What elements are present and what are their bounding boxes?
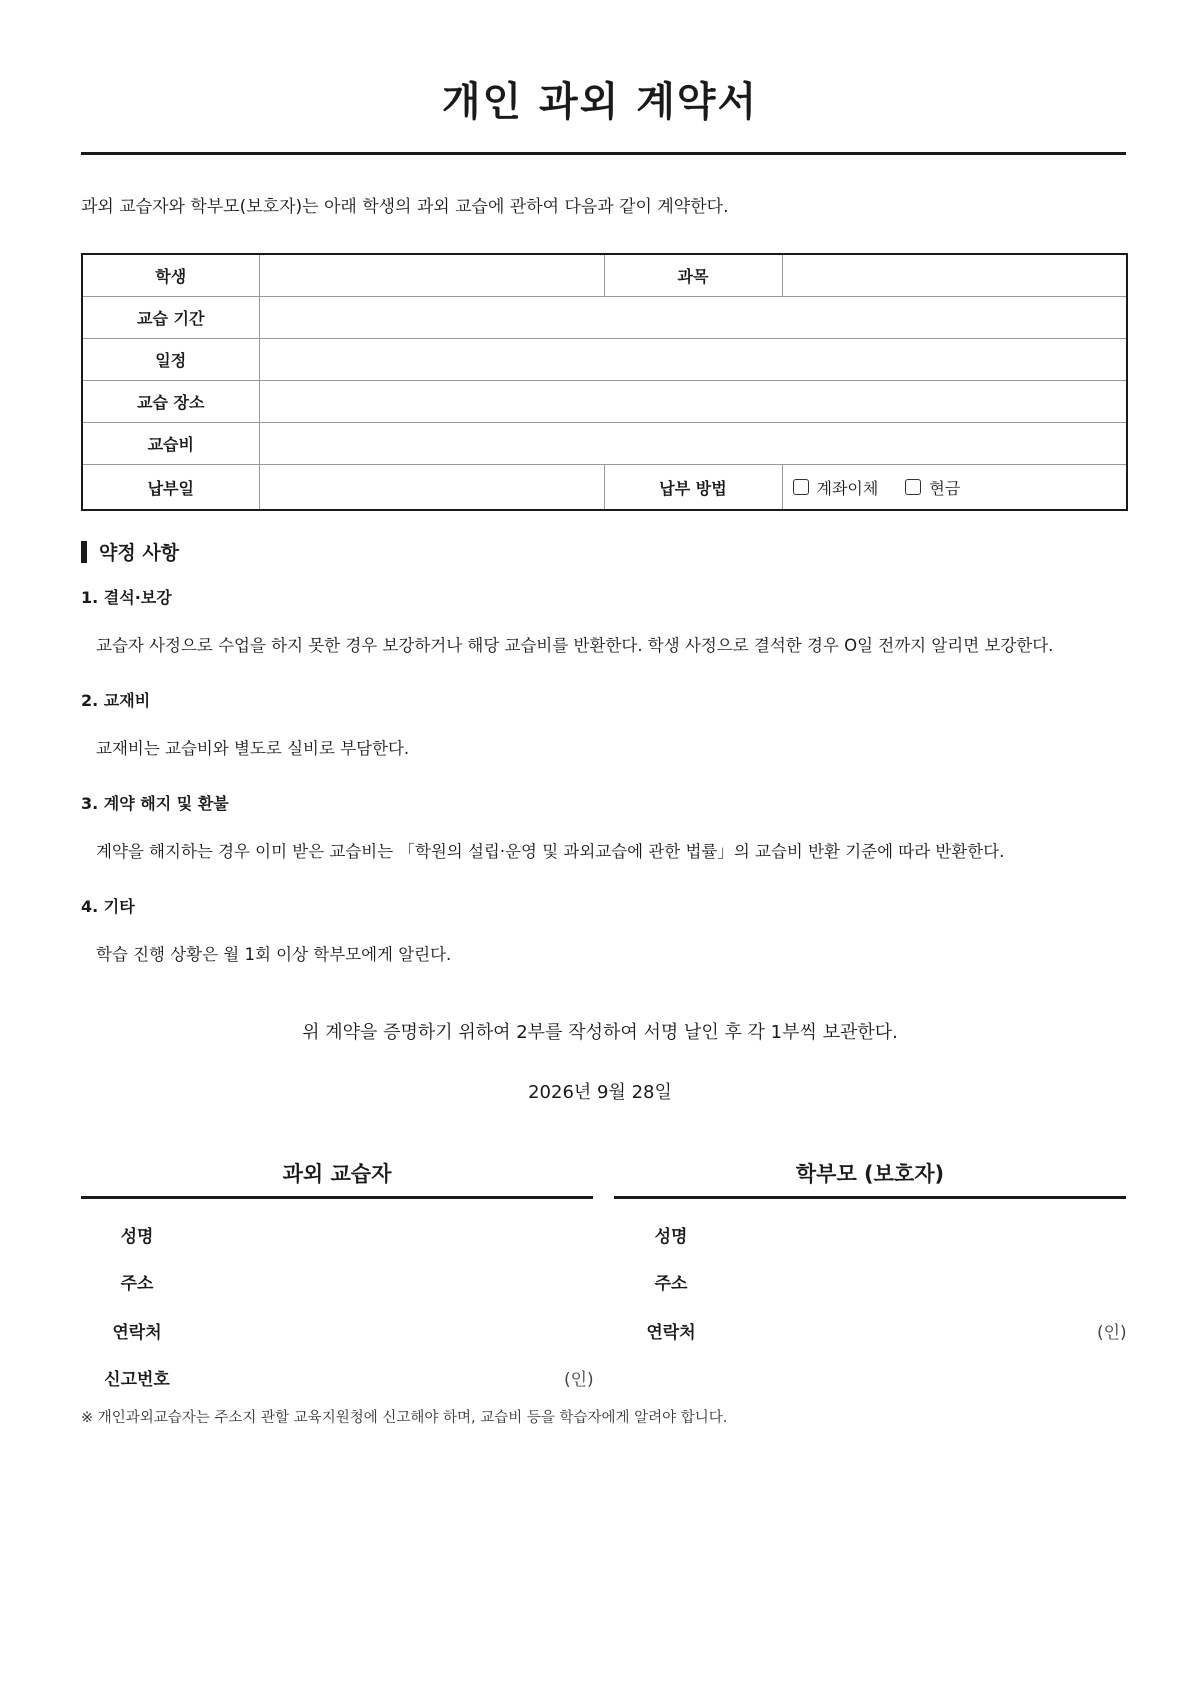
cash-label: 현금 (929, 478, 961, 498)
clause-title-materials: 2. 교재비 (81, 691, 151, 710)
place-label: 교습 장소 (82, 381, 259, 423)
schedule-label: 일정 (82, 339, 259, 381)
table-row (82, 254, 1127, 297)
contract-date: 2026년 9월 28일 (528, 1082, 672, 1103)
bank-transfer-label: 계좌이체 (816, 478, 879, 498)
parent-seal: (인) (1097, 1323, 1127, 1343)
footnote: ※ 개인과외교습자는 주소지 관할 교육지원청에 신고해야 하며, 교습비 등을 학습자에게 알려야 합니다. (81, 1410, 728, 1426)
clause-title-termination: 3. 계약 해지 및 환불 (81, 794, 229, 813)
clause-title-absence: 1. 결석·보강 (81, 588, 172, 607)
fee-label: 교습비 (82, 423, 259, 465)
bank-transfer-checkbox[interactable] (793, 479, 809, 495)
clause-body-termination: 계약을 해지하는 경우 이미 받은 교습비는 「학원의 설립·운영 및 과외교습에 관한 법률」의 교습비 반환 기준에 따라 반환한다. (96, 842, 1005, 861)
tutor-seal: (인) (564, 1370, 594, 1390)
subject-label: 과목 (604, 254, 782, 297)
clause-body-other: 학습 진행 상황은 월 1회 이상 학부모에게 알린다. (96, 945, 452, 964)
clause-title-other: 4. 기타 (81, 897, 135, 916)
table-row (82, 339, 1127, 381)
parent-name-label: 성명 (654, 1227, 688, 1247)
clause-body-absence: 교습자 사정으로 수업을 하지 못한 경우 보강하거나 해당 교습비를 반환한다. 학생 사정으로 결석한 경우 O일 전까지 알리면 보강한다. (96, 636, 1054, 655)
tutor-heading: 과외 교습자 (282, 1162, 392, 1186)
cash-checkbox[interactable] (905, 479, 921, 495)
clause-body-materials: 교재비는 교습비와 별도로 실비로 부담한다. (96, 739, 410, 758)
tutor-name-label: 성명 (120, 1227, 154, 1247)
period-label: 교습 기간 (82, 297, 259, 339)
tutor-contact-label: 연락처 (112, 1323, 162, 1343)
section-marker (81, 541, 87, 563)
place-field[interactable] (259, 381, 1127, 423)
tutor-divider (81, 1196, 593, 1199)
section-heading (81, 538, 179, 565)
student-label: 학생 (82, 254, 259, 297)
section-title: 약정 사항 (99, 542, 180, 564)
fee-field[interactable] (259, 423, 1127, 465)
table-row (82, 465, 1127, 511)
table-row (82, 297, 1127, 339)
parent-divider (614, 1196, 1126, 1199)
intro-text: 과외 교습자와 학부모(보호자)는 아래 학생의 과외 교습에 관하여 다음과 같이 계약한다. (81, 197, 729, 217)
paymethod-field (782, 465, 1127, 511)
subject-field[interactable] (782, 254, 1127, 297)
document-title: 개인 과외 계약서 (441, 79, 759, 125)
parent-address-label: 주소 (654, 1274, 688, 1294)
student-field[interactable] (259, 254, 604, 297)
closing-statement: 위 계약을 증명하기 위하여 2부를 작성하여 서명 날인 후 각 1부씩 보관한다. (302, 1022, 898, 1043)
title-divider (81, 152, 1126, 155)
paymethod-label: 납부 방법 (604, 465, 782, 511)
period-field[interactable] (259, 297, 1127, 339)
payday-label: 납부일 (82, 465, 259, 511)
contract-info-table (81, 253, 1128, 511)
parent-heading: 학부모 (보호자) (795, 1162, 945, 1186)
schedule-field[interactable] (259, 339, 1127, 381)
table-row (82, 381, 1127, 423)
table-row (82, 423, 1127, 465)
tutor-address-label: 주소 (120, 1274, 154, 1294)
parent-contact-label: 연락처 (646, 1323, 696, 1343)
payday-field[interactable] (259, 465, 604, 511)
tutor-regno-label: 신고번호 (104, 1370, 170, 1390)
